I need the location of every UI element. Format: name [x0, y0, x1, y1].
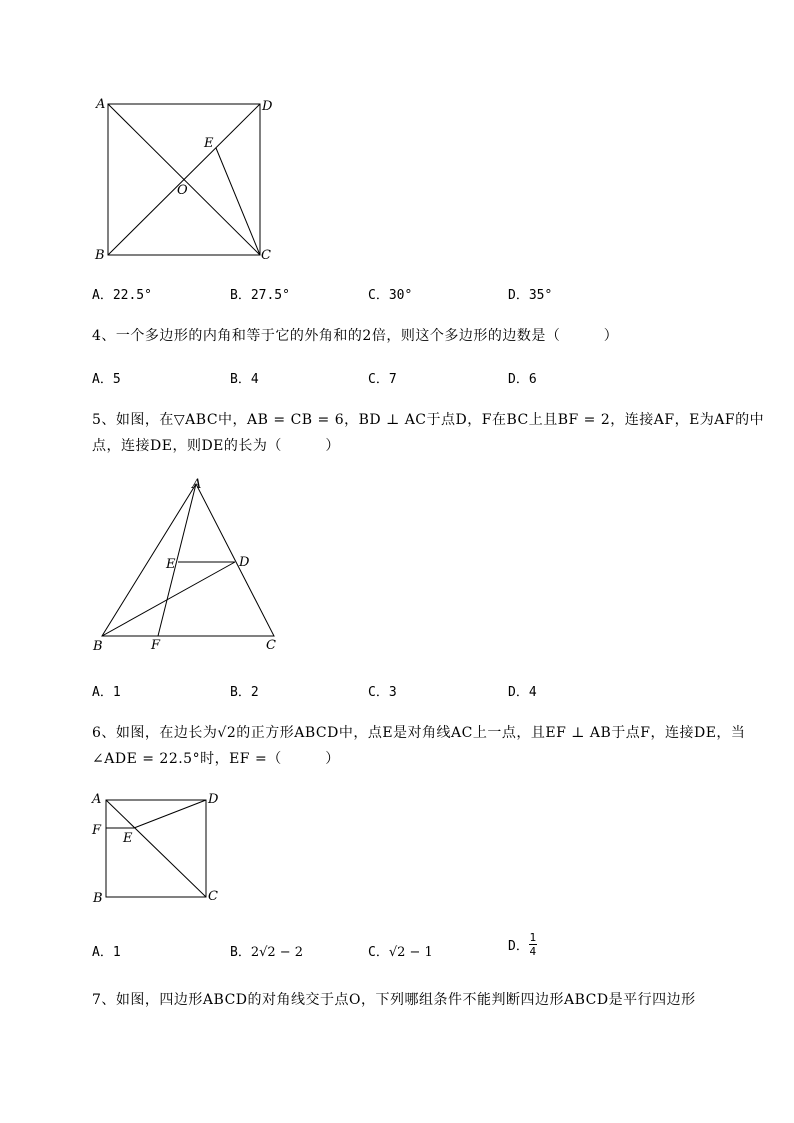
q6-question-line1: 6、如图，在边长为√2的正方形ABCD中，点E是对角线AC上一点，且EF ⊥ AB于点F，连接DE，当: [92, 725, 746, 741]
q6-option-c-prefix: C．: [368, 945, 389, 960]
label-c: C: [266, 638, 276, 653]
label-d: D: [208, 792, 219, 807]
label-f: F: [92, 823, 102, 838]
segment-de: [134, 800, 206, 828]
q5-option-c[interactable]: C．3: [368, 685, 397, 700]
segment-bd: [102, 562, 235, 636]
q5-option-d[interactable]: D．4: [508, 685, 537, 700]
q6-option-b-prefix: B．: [230, 945, 251, 960]
label-d: D: [239, 555, 250, 570]
q4-option-c[interactable]: C．7: [368, 372, 397, 387]
label-f: F: [151, 638, 161, 653]
figure-triangle: [88, 474, 288, 656]
q4-question: 4、一个多边形的内角和等于它的外角和的2倍，则这个多边形的边数是（ ）: [92, 328, 619, 344]
label-e: E: [204, 136, 214, 151]
fraction-numerator: 1: [529, 931, 537, 944]
q6-option-d[interactable]: [508, 932, 537, 957]
label-b: B: [93, 891, 103, 906]
q6-option-d-fraction: [529, 932, 537, 957]
q3-option-a[interactable]: A．22.5°: [92, 288, 152, 303]
q5-option-b[interactable]: B．2: [230, 685, 259, 700]
q4-option-d[interactable]: D．6: [508, 372, 537, 387]
label-c: C: [208, 889, 218, 904]
label-a: A: [192, 477, 202, 492]
q3-option-c[interactable]: C．30°: [368, 288, 413, 303]
label-b: B: [95, 248, 105, 263]
q6-option-b-value: 2√2 − 2: [250, 945, 304, 960]
figure-square-diagonals: [90, 95, 280, 270]
q6-question-line2: ∠ADE = 22.5°时，EF =（ ）: [92, 751, 340, 767]
segment-ec: [216, 148, 260, 255]
label-c: C: [261, 248, 271, 263]
label-o: O: [177, 183, 188, 198]
q4-option-b[interactable]: B．4: [230, 372, 259, 387]
label-e: E: [123, 831, 133, 846]
q3-option-d[interactable]: D．35°: [508, 288, 553, 303]
label-a: A: [92, 792, 102, 807]
q5-question-line2: 点，连接DE，则DE的长为（ ）: [92, 438, 340, 454]
segment-af: [158, 484, 196, 636]
label-b: B: [93, 639, 103, 654]
q6-option-b[interactable]: [230, 941, 303, 960]
q7-question: 7、如图，四边形ABCD的对角线交于点O，下列哪组条件不能判断四边形ABCD是平行四边形: [92, 992, 696, 1008]
fraction-denominator: 4: [529, 945, 537, 958]
label-d: D: [262, 99, 273, 114]
figure-square-point-e: [88, 788, 228, 908]
q6-option-c-value: √2 − 1: [388, 945, 433, 960]
q5-option-a[interactable]: A．1: [92, 685, 121, 700]
q4-option-a[interactable]: A．5: [92, 372, 121, 387]
label-a: A: [96, 97, 106, 112]
q5-question-line1: 5、如图，在▽ABC中，AB = CB = 6，BD ⊥ AC于点D，F在BC上且BF = 2，连接AF，E为AF的中: [92, 412, 765, 428]
q6-option-c[interactable]: [368, 941, 433, 960]
q6-option-d-prefix: D．: [508, 939, 529, 954]
label-e: E: [166, 557, 176, 572]
q6-option-a[interactable]: A．1: [92, 945, 121, 960]
diagonal-ac: [106, 800, 206, 897]
q3-option-b[interactable]: B．27.5°: [230, 288, 290, 303]
